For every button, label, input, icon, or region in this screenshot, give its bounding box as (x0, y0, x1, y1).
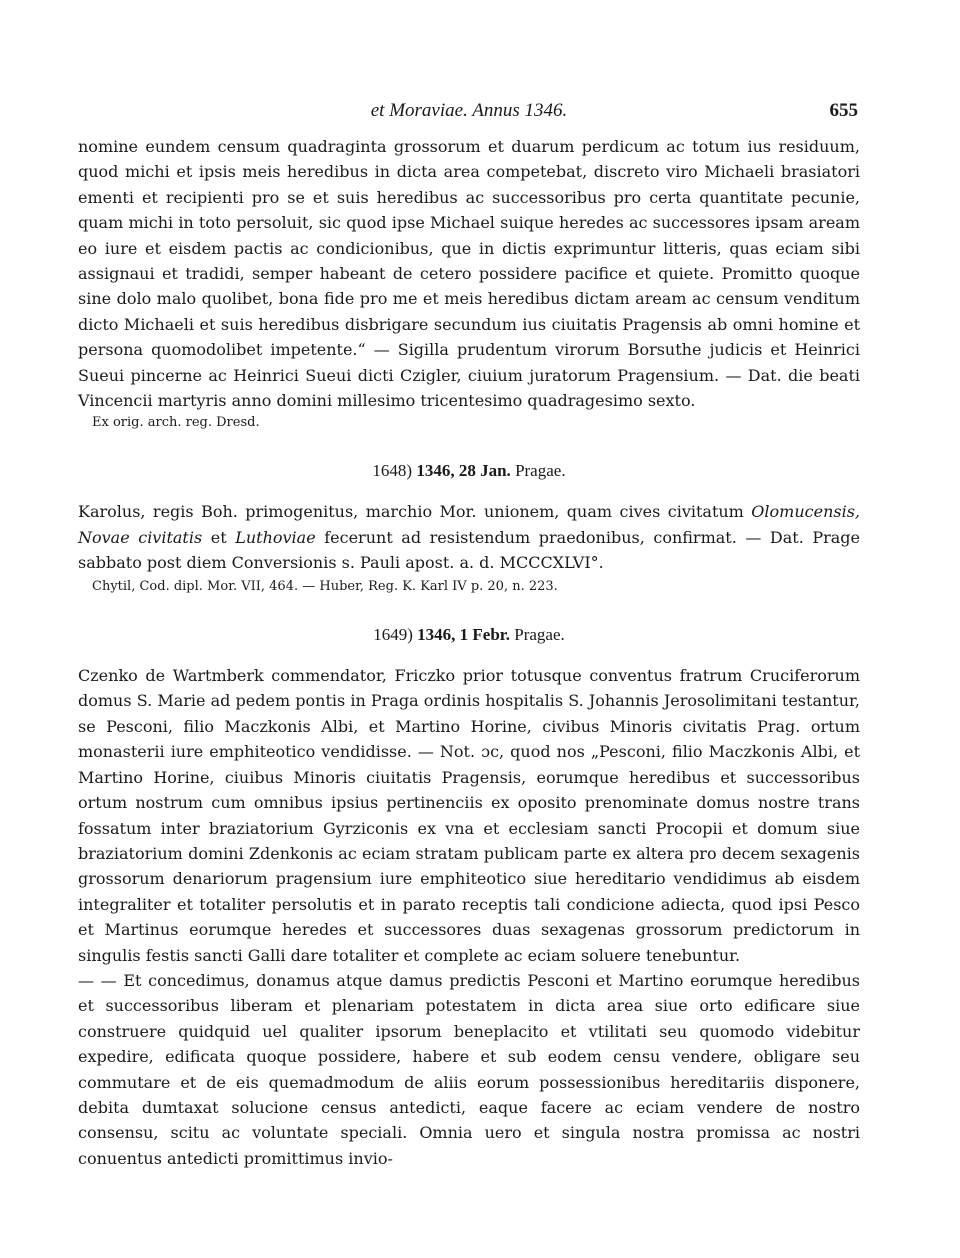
entry-1648-number: 1648) (372, 461, 413, 481)
entry-1648-place: Pragae. (515, 461, 566, 481)
entry-1648-place-novae-civitatis: Novae civitatis (78, 527, 203, 547)
entry-1648-source: Chytil, Cod. dipl. Mor. VII, 464. — Huber, Reg. K. Karl IV p. 20, n. 223. (92, 579, 558, 595)
entry-1648-abstract-part4: fecerunt ad resistendum praedonibus, confirmat. — Dat. Prage sabbato post diem Conversionis s. Pauli apost. a. d. MCCCXLVI°. (78, 527, 861, 572)
running-head-title: et Moraviae. Annus 1346. (370, 100, 568, 121)
entry-1648-place-luthoviae: Luthoviae (235, 527, 316, 547)
entry-1648-abstract (78, 499, 860, 575)
entry-1649-text-continued: — — Et concedimus, donamus atque damus predictis Pesconi et Martino eorumque heredibus et successoribus liberam et plenariam potestatem in dicta area siue orto edificare siue construere quidquid uel qualiter ipsorum beneplacito et vtilitati seu quomodo videbitur expedire, edificata quoque possidere, habere et sub eodem censu vendere, obligare seu commutare et de eis quemadmodum de aliis eorum possessionibus hereditariis disponere, debita dumtaxat solucione census antedicti, eaque facere ac eciam vendere de nostro consensu, scitu ac voluntate speciali. Omnia uero et singula nostra promissa ac nostri conuentus antedicti promittimus invio- (78, 970, 860, 1168)
entry-1649-heading (78, 623, 860, 647)
entry-1648-abstract-part1: Karolus, regis Boh. primogenitus, marchio Mor. unionem, quam cives civitatum (78, 502, 752, 522)
page-number: 655 (829, 100, 858, 121)
entry-1649-number: 1649) (373, 625, 413, 645)
entry-1648-heading (78, 459, 860, 483)
entry-1649-place: Pragae. (514, 625, 565, 645)
document-page (78, 100, 860, 1171)
entry-1649-date: 1346, 1 Febr. (417, 625, 511, 645)
entry-1648-date: 1346, 28 Jan. (416, 461, 511, 481)
entry-1649-abstract: Czenko de Wartmberk commendator, Friczko prior totusque conventus fratrum Cruciferorum domus S. Marie ad pedem pontis in Praga ordinis hospitalis S. Johannis Jerosolimitani testantur, se Pesconi, filio Maczkonis Albi, et Martino Horine, civibus Minoris civitatis Prag. ortum monasterii iure emphiteotico vendidisse. — Not. ɔc, quod nos „Pesconi, filio Maczkonis Albi, et Martino Horine, ciuibus Minoris ciuitatis Pragensis, eorumque heredibus et successoribus ortum nostrum cum omnibus ipsius pertinenciis ex oposito prenominate domus nostre trans fossatum inter braziatorium Gyrziconis ex vna et ecclesiam sancti Procopii et domum siue braziatorium domini Zdenkonis ac eciam stratam publicam parte ex altera pro decem sexagenis grossorum denariorum pragensium iure emphiteotico siue hereditario vendidimus ab eisdem integraliter et totaliter persolutis et in parato receptis tali condicione adiecta, quod ipsi Pesco et Martinus eorumque heredes et successores duas sexagenas grossorum predictorum in singulis festis sancti Galli dare totaliter et complete ac eciam soluere tenebuntur. (78, 666, 860, 965)
entry-1647-text: nomine eundem censum quadraginta grossorum et duarum perdicum ac totum ius residuum, quod michi et ipsis meis heredibus in dicta area competebat, discreto viro Michaeli brasiatori ementi et recipienti pro se et suis heredibus ac successoribus pro certa quantitate pecunie, quam michi in toto persoluit, sic quod ipse Michael suique heredes ac successores ipsam aream eo iure et eisdem pactis ac condicionibus, que in dictis exprimuntur litteris, quas eciam sibi assignaui et tradidi, semper habeant de cetero possidere pacifice et quiete. Promitto quoque sine dolo malo quolibet, bona fide pro me et meis heredibus dictam aream ac censum venditum dicto Michaeli et suis heredibus disbrigare secundum ius ciuitatis Pragensis ab omni homine et persona quomodolibet impetente.“ — Sigilla prudentum virorum Borsuthe judicis et Heinrici Sueui pincerne ac Heinrici Sueui dicti Czigler, ciuium juratorum Pragensium. — Dat. die beati Vincencii martyris anno domini millesimo tricentesimo quadragesimo sexto. (78, 137, 860, 411)
entry-1647-source: Ex orig. arch. reg. Dresd. (92, 415, 260, 431)
entry-1648-place-olomucensis: Olomucensis, (751, 502, 860, 522)
running-head (78, 100, 860, 134)
entry-1648-abstract-part3: et (202, 527, 236, 547)
